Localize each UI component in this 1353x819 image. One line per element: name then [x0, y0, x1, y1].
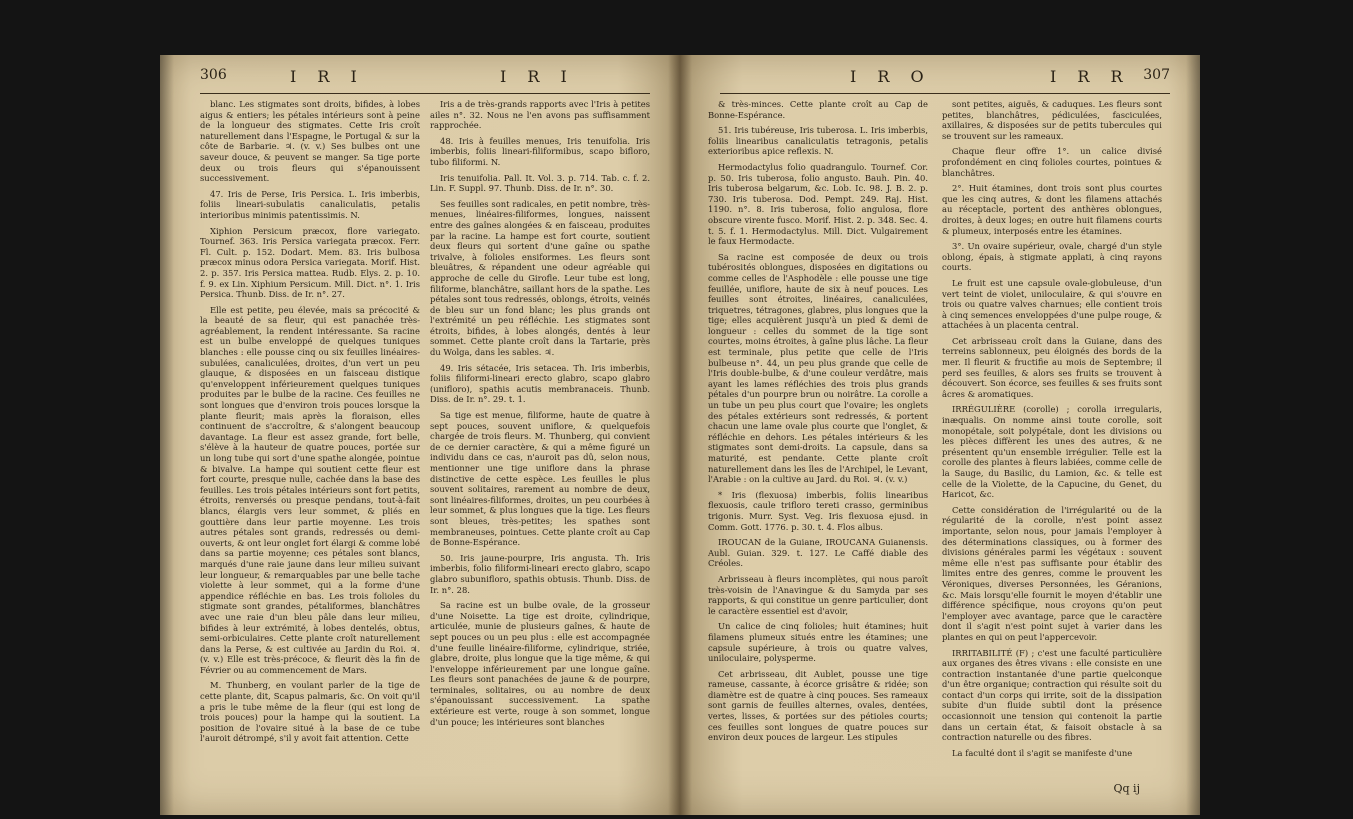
right-head-right: I R R — [1050, 67, 1131, 86]
left-running-head — [200, 67, 650, 91]
paragraph: M. Thunberg, en voulant parler de la tige de cette plante, dit, Scapus palmaris, &c. On voit qu'il a pris le tube même de la fleur (qui est long de trois pouces) pour la hampe qui la soutient. La position de l'ovaire situé à la base de ce tube l'auroit détrompé, s'il y avoit fait attention. Cette — [200, 680, 420, 744]
paragraph: Le fruit est une capsule ovale-globuleuse, d'un vert teint de violet, uniloculaire, & qui s'ouvre en trois ou quatre valves charnues; elle contient trois à cinq semences enveloppées d'une pulpe rouge, & attachées à un placenta central. — [942, 277, 1162, 331]
paragraph: * Iris (flexuosa) imberbis, foliis linearibus flexuosis, caule trifloro tereti crasso, germinibus trigonis. Murr. Syst. Veg. Iris flexuosa ejusd. in Comm. Gott. 1776. p. 30. t. 4. Flos albus. — [708, 489, 928, 532]
left-page — [160, 55, 680, 815]
paragraph: La faculté dont il s'agit se manifeste d'une — [952, 747, 1133, 758]
paragraph: 47. Iris de Perse, Iris Persica. L. Iris imberbis, foliis lineari-subulatis canaliculatis, petalis interioribus minimis patentissimis. N. — [200, 188, 420, 220]
paragraph: Un calice de cinq folioles; huit étamines; huit filamens plumeux situés entre les étamines; une capsule supérieure, à trois ou quatre valves, uniloculaire, polysperme. — [708, 621, 928, 664]
paragraph: Ses feuilles sont radicales, en petit nombre, très-menues, linéaires-filiformes, longues, naissent entre des gaînes alongées & en faisceau, produites par la racine. La hampe est fort courte, soutient deux fleurs qui sortent d'une gaîne ou spathe trivalve, à folioles ensiformes. Les fleurs sont bleuâtres, & répandent une odeur agréable qui approche de celle du Girofle. Leur tube est long, filiforme, blanchâtre, saillant hors de la spathe. Les pétales sont tous redressés, oblongs, étroits, veinés de bleu sur un fond blanc; les plus grands ont l'extrémité un peu réfléchie. Les stigmates sont étroits, bifides, à lobes alongés, dentés à leur sommet. Cette plante croît dans la Tartarie, près du Wolga, dans les sables. ♃. — [430, 198, 650, 358]
paragraph: 50. Iris jaune-pourpre, Iris angusta. Th. Iris imberbis, folio filiformi-lineari erecto glabro, scapo glabro subunifloro, spathis obtusis. Thunb. Diss. de Ir. n°. 28. — [430, 552, 650, 595]
paragraph: Arbrisseau à fleurs incomplètes, qui nous paroît très-voisin de l'Anavingue & du Samyda par ses rapports, & qui constitue un genre particulier, dont le caractère essentiel est d'avoir, — [708, 573, 928, 616]
paragraph: IRRITABILITÉ (F) ; c'est une faculté particulière aux organes des êtres vivans : elle consiste en une contraction instantanée d'une partie quelconque d'un être organique; contraction qui résulte soit du contact d'un corps qui irrite, soit de la dissipation subite d'un fluide subtil dont la présence occasionnoit une tension qui contenoit la partie dans un certain état, & faisoit obstacle à sa contraction naturelle ou des fibres. — [942, 647, 1162, 743]
right-running-head — [720, 67, 1170, 91]
paragraph: Cette considération de l'irrégularité ou de la régularité de la corolle, n'est point assez importante, selon nous, pour jamais l'employer à des déterminations classiques, ou à former des divisions générales parmi les végétaux : souvent même elle n'est pas suffisante pour établir des limites entre des genres, comme le prouvent les Véroniques, diverses Personnées, les Géranions, &c. Mais lorsqu'elle fournit le moyen d'établir une différence spécifique, nous croyons qu'on peut l'employer avec avantage, parce que le caractère dont il s'agit n'est point sujet à varier dans les plantes en qui on peut l'appercevoir. — [942, 504, 1162, 642]
paragraph: Elle est petite, peu élevée, mais sa précocité & la beauté de sa fleur, qui est panachée très-agréablement, la rendent intéressante. Sa racine est un bulbe enveloppé de quelques tuniques blanches : elle pousse cinq ou six feuilles linéaires-subulées, canaliculées, droites, d'un vert un peu glauque, & disposées en un faisceau distique qu'enveloppent inférieurement quelques tuniques produites par le bulbe de la racine. Ces feuilles ne sont longues que d'environ trois pouces lorsque la plante fleurit; mais après la floraison, elles continuent de s'accroître, & s'alongent beaucoup davantage. La fleur est assez grande, fort belle, s'élève à la hauteur de quatre pouces, portée sur un long tube qui sort d'une spathe alongée, pointue & bivalve. La hampe qui soutient cette fleur est fort courte, presque nulle, cachée dans la base des feuilles. Les trois pétales intérieurs sont fort petits, étroits, renversés ou presque pendans, tout-à-fait blancs, élargis vers leur sommet, & pliés en gouttière dans leur partie moyenne. Les trois autres pétales sont grands, redressés ou demi-ouverts, & ont leur onglet fort élargi & comme lobé dans sa partie moyenne; ces pétales sont blancs, marqués d'une raie jaune dans leur milieu suivant leur longueur, & remarquables par une belle tache violette à leur sommet, qui a la forme d'une appendice réfléchie en bas. Les trois folioles du stigmate sont grandes, pétaliformes, blanchâtres avec une raie d'un bleu pâle dans leur milieu, bifides à leur extrémité, à lobes dentelés, obtus, semi-orbiculaires. Cette plante croît naturellement dans la Perse, & est cultivée au Jardin du Roi. ♃. (v. v.) Elle est très-précoce, & fleurit dès la fin de Février ou au commencement de Mars. — [200, 304, 420, 675]
paragraph: Sa racine est composée de deux ou trois tubérosités oblongues, disposées en digitations ou comme celles de l'Asphodèle : elle pousse une tige feuillée, uniflore, haute de six à neuf pouces. Les feuilles sont étroites, linéaires, canaliculées, triquetres, tétragones, glabres, plus longues que la tige; elles acquièrent jusqu'à un pied & demi de longueur : celles du sommet de la tige sont courtes, moins étroites, à gaîne plus lâche. La fleur est terminale, plus petite que celle de l'Iris bulbeuse n°. 44, un peu plus grande que celle de l'Iris double-bulbe, & d'une couleur verdâtre, mais ayant les lames réfléchies des trois plus grands pétales d'un pourpre brun ou noirâtre. La corolle a un tube un peu plus court que l'ovaire; les onglets des pétales extérieurs sont redressés, & portent chacun une lame ovale plus courte que l'onglet, & réfléchie en dehors. Les pétales intérieurs & les stigmates sont demi-droits. La capsule, dans sa maturité, est pendante. Cette plante croît naturellement dans les îles de l'Archipel, le Levant, l'Arabie : on la cultive au Jard. du Roi. ♃. (v. v.) — [708, 251, 928, 485]
paragraph: IROUCAN de la Guiane, IROUCANA Guianensis. Aubl. Guian. 329. t. 127. Le Caffé diable des Créoles. — [708, 537, 928, 569]
left-column-2 — [430, 99, 650, 732]
left-head-left: I R I — [290, 67, 365, 86]
paragraph: 48. Iris à feuilles menues, Iris tenuifolia. Iris imberbis, foliis lineari-filiformibus, scapo bifloro, tubo filiformi. N. — [430, 135, 650, 167]
paragraph: Sa racine est un bulbe ovale, de la grosseur d'une Noisette. La tige est droite, cylindrique, articulée, munie de plusieurs gaînes, & haute de sept pouces ou un peu plus : elle est accompagnée d'une feuille linéaire-filiforme, cylindrique, striée, glabre, droite, plus longue que la tige même, & qui l'enveloppe inférieurement par une longue gaîne. Les fleurs sont panachées de jaune & de pourpre, terminales, solitaires, ou au nombre de deux s'épanouissant successivement. La spathe extérieure est verte, rouge à son sommet, longue d'un pouce; les intérieures sont blanches — [430, 600, 650, 727]
right-head-left: I R O — [850, 67, 932, 86]
signature-mark: Qq ij — [1113, 782, 1140, 795]
left-column-1 — [200, 99, 420, 749]
left-head-right: I R I — [500, 67, 575, 86]
paragraph: Sa tige est menue, filiforme, haute de quatre à sept pouces, souvent uniflore, & quelquefois chargée de trois fleurs. M. Thunberg, qui convient de ce dernier caractère, & qui a même figuré un individu dans ce cas, n'auroit pas dû, selon nous, mentionner une tige uniflore dans la phrase distinctive de cette espèce. Les feuilles le plus souvent solitaires, rarement au nombre de deux, sont linéaires-filiformes, droites, un peu courbées à leur sommet, & plus longues que la tige. Les fleurs sont bleues, très-petites; les spathes sont membraneuses, pointues. Cette plante croît au Cap de Bonne-Espérance. — [430, 410, 650, 548]
book-gutter — [668, 55, 692, 815]
paragraph: Iris tenuifolia. Pall. It. Vol. 3. p. 714. Tab. c. f. 2. Lin. F. Suppl. 97. Thunb. Diss. de Ir. n°. 30. — [430, 172, 650, 194]
paragraph: Xiphion Persicum præcox, flore variegato. Tournef. 363. Iris Persica variegata præcox. Ferr. Fl. Cult. p. 152. Dodart. Mem. 83. Iris bulbosa præcox minus odora Persica variegata. Morif. Hist. 2. p. 357. Iris Persica mattea. Rudb. Elys. 2. p. 10. f. 9. ex Lin. Xiphium Persicum. Mill. Dict. n°. 1. Iris Persica. Thunb. Diss. de Ir. n°. 27. — [200, 225, 420, 300]
paragraph: 51. Iris tubéreuse, Iris tuberosa. L. Iris imberbis, foliis linearibus canaliculatis tetragonis, petalis exterioribus apice reflexis. N. — [708, 125, 928, 157]
paragraph: Chaque fleur offre 1°. un calice divisé profondément en cinq folioles courtes, pointues & blanchâtres. — [942, 146, 1162, 178]
paragraph: sont petites, aiguës, & caduques. Les fleurs sont petites, blanchâtres, pédiculées, fasciculées, axillaires, & disposées sur de petits tubercules qui se trouvent sur les rameaux. — [942, 99, 1162, 141]
paragraph: Iris a de très-grands rapports avec l'Iris à petites ailes n°. 32. Nous ne l'en avons pas suffisamment rapprochée. — [430, 99, 650, 131]
open-book — [160, 55, 1200, 815]
paragraph: 3°. Un ovaire supérieur, ovale, chargé d'un style oblong, épais, à stigmate applati, à cinq rayons courts. — [942, 241, 1162, 273]
right-column-2 — [942, 99, 1162, 763]
paragraph: 2°. Huit étamines, dont trois sont plus courtes que les cinq autres, & dont les filamens attachés au réceptacle, portent des anthères oblongues, droites, à deux loges; en outre huit filamens courts & plumeux, interposés entre les étamines. — [942, 183, 1162, 236]
paragraph: Cet arbrisseau croît dans la Guiane, dans des terreins sablonneux, peu éloignés des bords de la mer. Il fleurit & fructifie au mois de Septembre; il perd ses feuilles, & alors ses fruits se trouvent à découvert. Son écorce, ses feuilles & ses fruits sont âcres & aromatiques. — [942, 335, 1162, 399]
paragraph: 49. Iris sétacée, Iris setacea. Th. Iris imberbis, foliis filiformi-lineari erecto glabro, scapo glabro (unifloro), spathis acutis membranaceis. Thunb. Diss. de Ir. n°. 29. t. 1. — [430, 362, 650, 405]
right-page — [680, 55, 1200, 815]
paragraph: blanc. Les stigmates sont droits, bifides, à lobes aigus & entiers; les pétales intérieurs sont à peine de la longueur des stigmates. Cette Iris croît naturellement dans l'Espagne, le Portugal & sur la côte de Barbarie. ♃. (v. v.) Ses bulbes ont une saveur douce, & peuvent se manger. Sa tige porte deux ou trois fleurs qui s'épanouissent successivement. — [200, 99, 420, 184]
paragraph: IRRÉGULIÈRE (corolle) ; corolla irregularis, inæqualis. On nomme ainsi toute corolle, soit monopétale, soit polypétale, dont les divisions ou les pièces diffèrent les unes des autres, & ne présentent qu'un ensemble irrégulier. Telle est la corolle des plantes à fleurs labiées, comme celle de la Sauge, du Basilic, du Lamion, &c. & telle est celle de la Violette, de la Capucine, du Genet, du Haricot, &c. — [942, 404, 1162, 500]
paragraph: Cet arbrisseau, dit Aublet, pousse une tige rameuse, cassante, à écorce grisâtre & ridée; son diamètre est de quatre à cinq pouces. Ses rameaux sont garnis de feuilles alternes, ovales, dentées, vertes, lisses, & portées sur des pétioles courts; ces feuilles sont longues de quatre pouces sur environ deux pouces de largeur. Les stipules — [708, 668, 928, 743]
paragraph: Hermodactylus folio quadrangulo. Tournef. Cor. p. 50. Iris tuberosa, folio angusto. Bauh. Pin. 40. Iris tuberosa belgarum, &c. Lob. Ic. 98. J. B. 2. p. 730. Iris tuberosa. Dod. Pempt. 249. Raj. Hist. 1190. n°. 8. Iris tuberosa, folio angulosa, flore obscure virente fusco. Morif. Hist. 2. p. 348. Sec. 4. t. 5. f. 1. Hermodactylus. Mill. Dict. Vulgairement le faux Hermodacte. — [708, 161, 928, 247]
right-page-number: 307 — [1143, 67, 1170, 83]
right-column-1 — [708, 99, 928, 748]
paragraph: & très-minces. Cette plante croît au Cap de Bonne-Espérance. — [708, 99, 928, 120]
left-page-number: 306 — [200, 67, 227, 83]
